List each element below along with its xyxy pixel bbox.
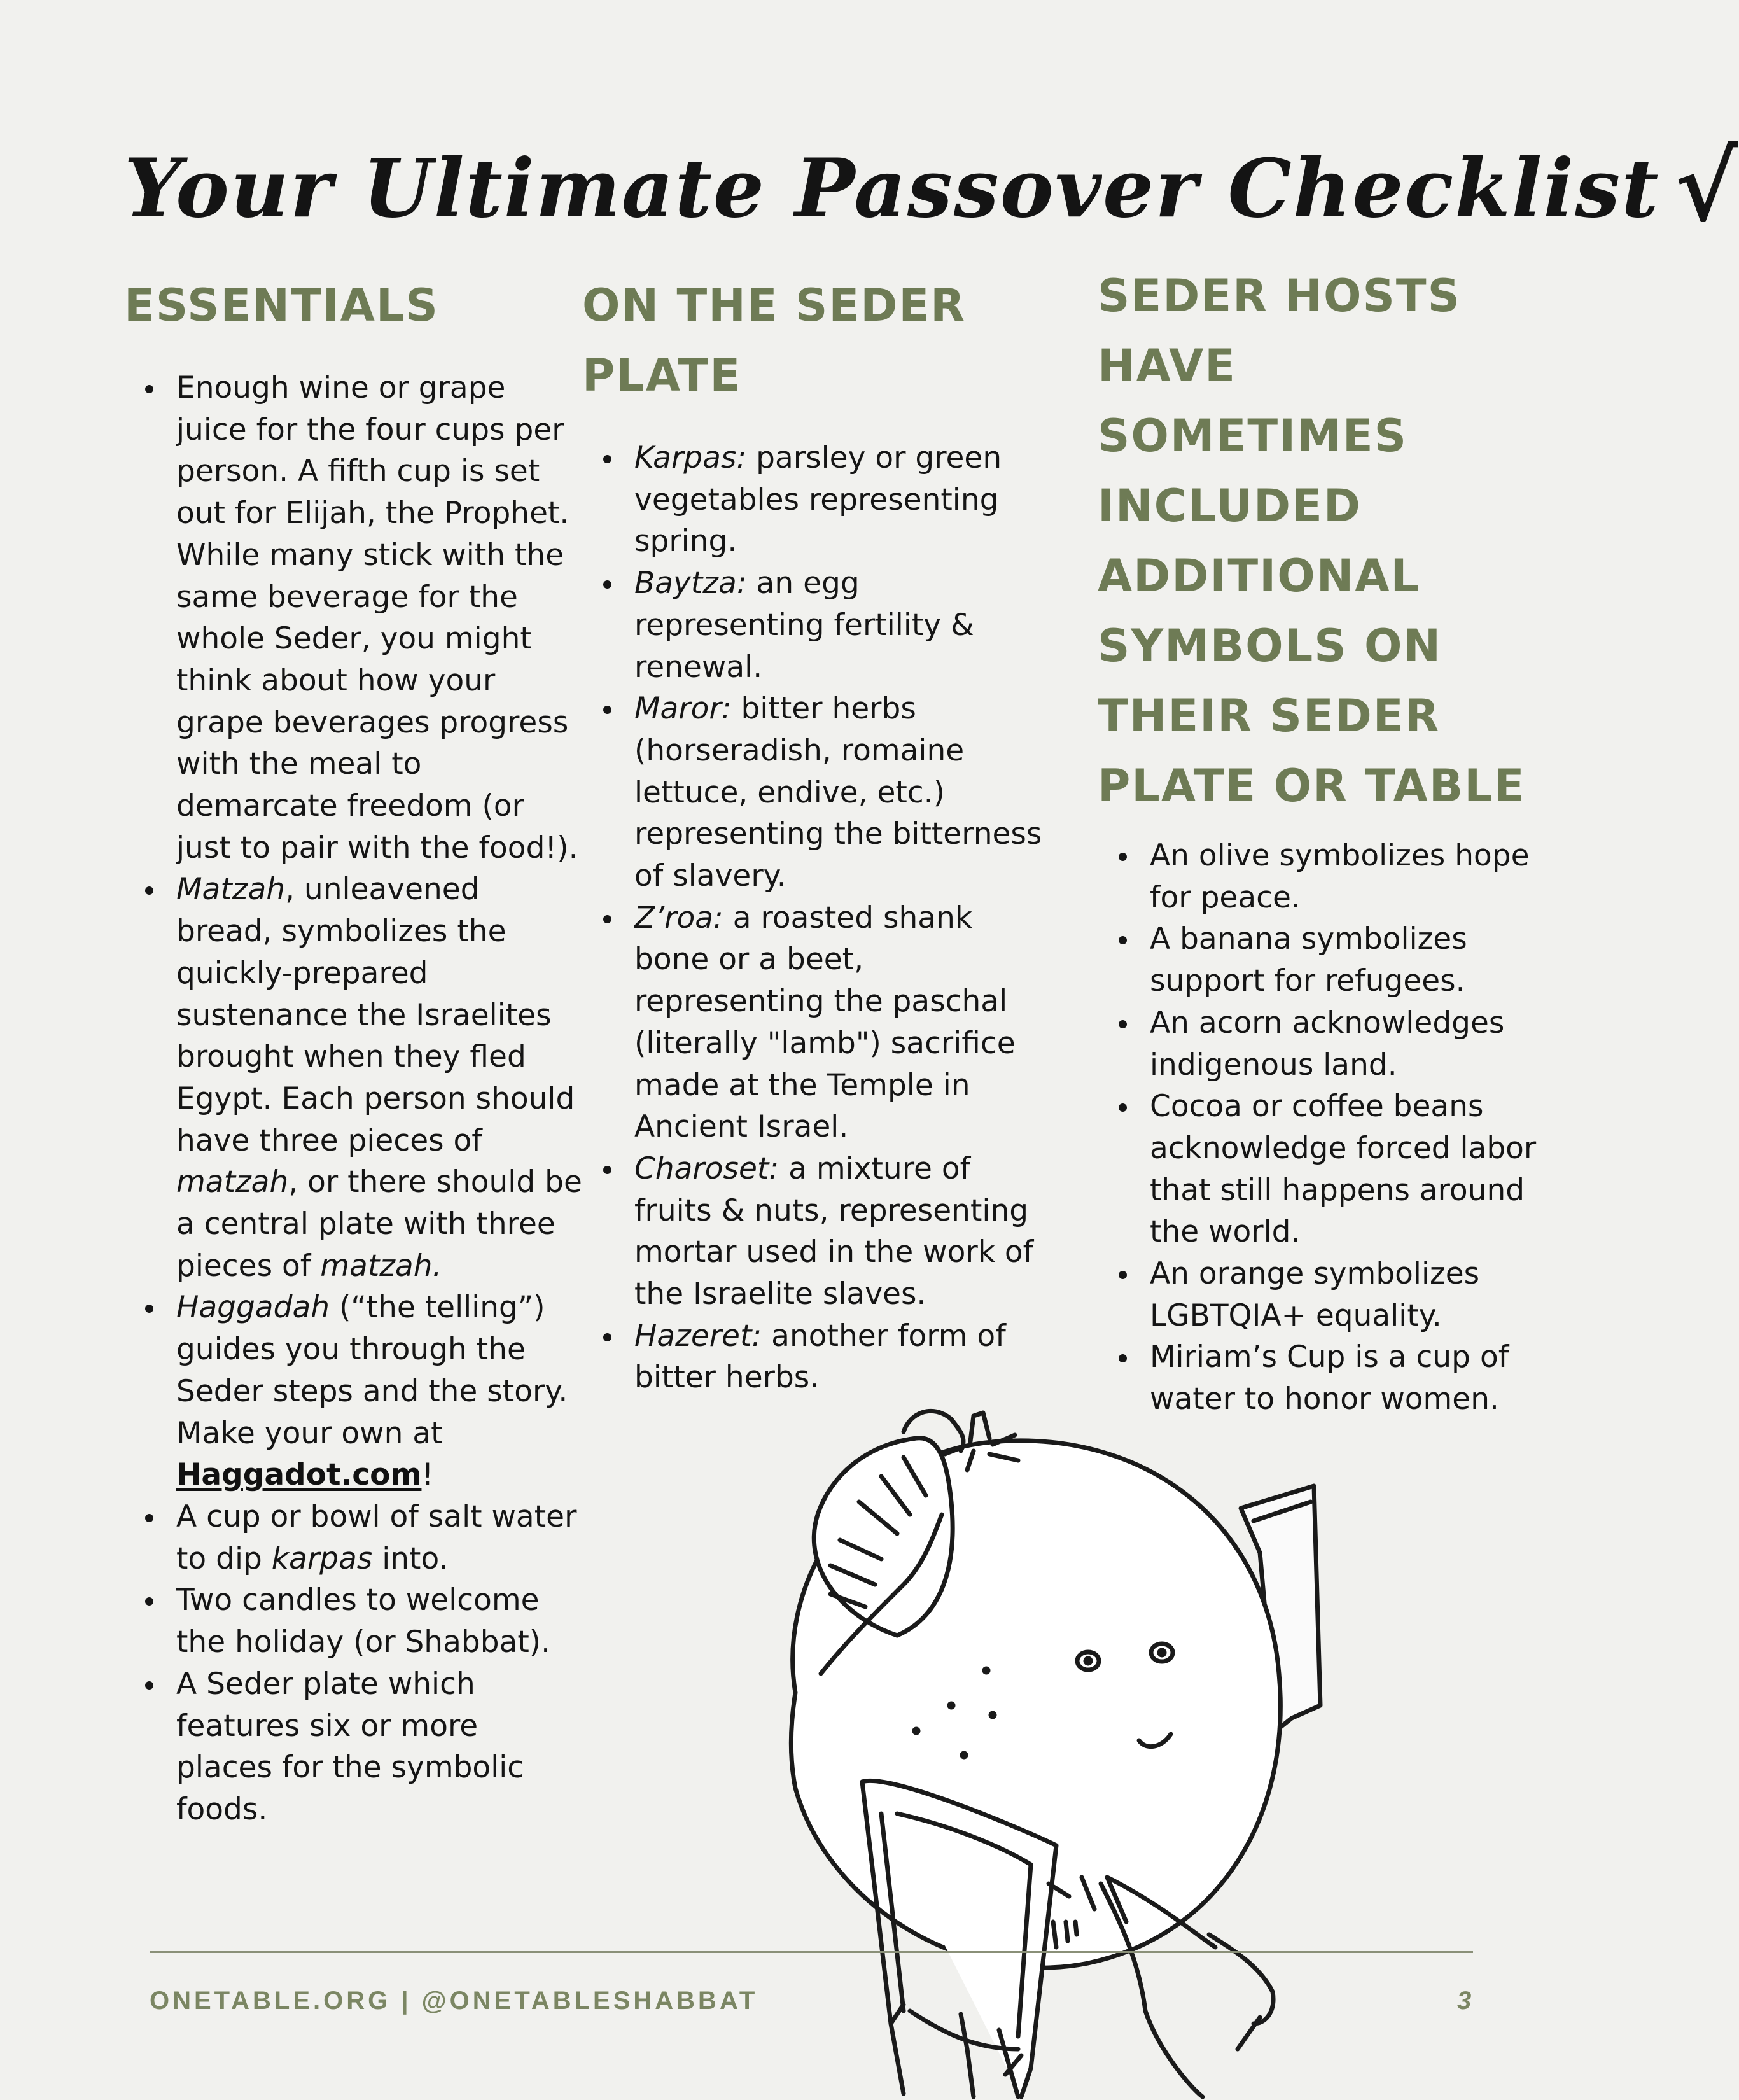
item-text: Cocoa or coffee beans acknowledge forced labor that still happens around the world. [1150, 1089, 1537, 1250]
seder-plate-list [582, 437, 1053, 1399]
item-text: parsley or green vegetables representing spring. [634, 440, 1002, 559]
seder-plate-heading: ON THE SEDER PLATE [582, 279, 967, 402]
item-text: a mixture of fruits & nuts, representing mortar used in the work of the Israelite slaves. [634, 1151, 1034, 1312]
term: Karpas: [634, 440, 747, 475]
footer-site-handle: ONETABLE.ORG | @ONETABLESHABBAT [150, 1987, 758, 2015]
page-title [124, 127, 1739, 243]
list-item [124, 1496, 582, 1579]
list-item [582, 897, 1053, 1148]
item-text: (“the telling”) guides you through the Seder steps and the story. Make your own at [176, 1290, 568, 1451]
additional-symbols-column [1098, 261, 1556, 1420]
orange-on-chair-illustration [700, 1375, 1400, 2100]
list-item [124, 869, 582, 1287]
list-item [124, 1579, 582, 1663]
page-number: 3 [1457, 1987, 1472, 2015]
list-item [1098, 1086, 1556, 1253]
item-text: ! [421, 1457, 434, 1493]
list-item [1098, 835, 1556, 918]
term: Baytza: [634, 566, 747, 601]
item-text: Two candles to welcome the holiday (or Shabbat). [176, 1583, 551, 1660]
haggadot-link[interactable]: Haggadot.com [176, 1457, 422, 1493]
item-text: An orange symbolizes LGBTQIA+ equality. [1150, 1256, 1480, 1333]
essentials-list [124, 367, 582, 1831]
list-item [124, 367, 582, 869]
seder-plate-column [582, 270, 1053, 1399]
item-text: bitter herbs (horseradish, romaine lettuce, endive, etc.) representing the bitterness of slavery. [634, 691, 1042, 894]
term: Matzah [176, 872, 286, 907]
item-text: , or there should be a central plate with three pieces of [176, 1165, 582, 1284]
term: Haggadah [176, 1290, 330, 1326]
term: matzah [176, 1165, 289, 1200]
item-text: an egg representing fertility & renewal. [634, 566, 974, 685]
item-text: another form of bitter herbs. [634, 1318, 1006, 1396]
additional-symbols-list [1098, 835, 1556, 1420]
item-text: , unleavened bread, symbolizes the quickly-prepared sustenance the Israelites brought when they fled Egypt. Each person should have three pieces of [176, 872, 575, 1158]
item-text: An acorn acknowledges indigenous land. [1150, 1005, 1505, 1082]
term: karpas [271, 1541, 373, 1576]
term: matzah. [320, 1248, 442, 1284]
item-text: into. [372, 1541, 449, 1576]
list-item [582, 688, 1053, 897]
essentials-heading: ESSENTIALS [124, 279, 439, 332]
term: Z’roa: [634, 900, 723, 935]
item-text: A cup or bowl of salt water to dip [176, 1499, 577, 1576]
list-item [582, 1148, 1053, 1315]
list-item [582, 563, 1053, 688]
list-item [124, 1287, 582, 1496]
list-item [1098, 1253, 1556, 1336]
title-text: Your Ultimate Passover Checklist [124, 141, 1660, 235]
item-text: An olive symbolizes hope for peace. [1150, 838, 1530, 915]
additional-symbols-heading: SEDER HOSTS HAVE SOMETIMES INCLUDED ADDITIONAL SYMBOLS ON THEIR SEDER PLATE OR TABLE [1098, 270, 1526, 812]
item-text: a roasted shank bone or a beet, representing the paschal (literally "lamb") sacrifice made at the Temple in Ancient Israel. [634, 900, 1016, 1145]
item-text: A banana symbolizes support for refugees. [1150, 921, 1467, 999]
list-item [582, 437, 1053, 563]
essentials-column [124, 270, 582, 1831]
footer-divider [150, 1951, 1473, 1953]
item-text: Miriam’s Cup is a cup of water to honor women. [1150, 1340, 1509, 1417]
term: Charoset: [634, 1151, 779, 1186]
list-item [1098, 918, 1556, 1002]
item-text: A Seder plate which features six or more places for the symbolic foods. [176, 1666, 524, 1827]
list-item [124, 1663, 582, 1831]
list-item [1098, 1002, 1556, 1086]
item-text: Enough wine or grape juice for the four cups per person. A fifth cup is set out for Elijah, the Prophet. While many stick with the same beverage for the whole Seder, you might think about how your grape beverages progress with the meal to demarcate freedom (or just to pair with the food!). [176, 370, 578, 865]
checkmark-icon: √ [1675, 131, 1739, 243]
term: Maror: [634, 691, 732, 727]
term: Hazeret: [634, 1318, 762, 1354]
